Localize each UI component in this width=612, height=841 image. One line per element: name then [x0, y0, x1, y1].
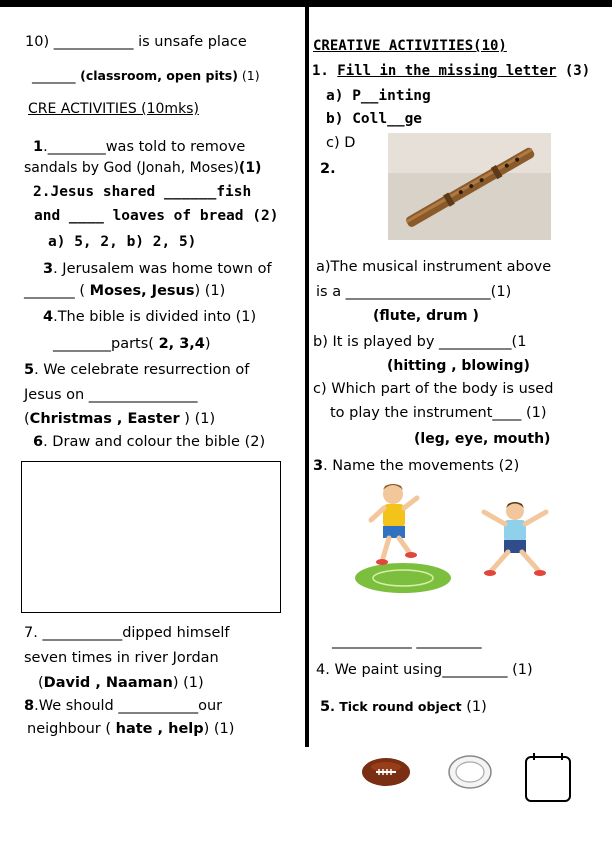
cre-q4-line2: ________parts( 2, 3,4): [53, 336, 211, 352]
plate-icon[interactable]: [447, 754, 493, 790]
creative-q1-a: a) P__inting: [326, 88, 431, 104]
q10-line1: 10) ___________ is unsafe place: [25, 34, 247, 50]
cre-q2-options: a) 5, 2, b) 2, 5): [48, 234, 197, 250]
creative-q3-answer-blanks: ___________ _________: [332, 633, 482, 649]
creative-q2c-line1: c) Which part of the body is used: [313, 381, 554, 397]
creative-q2b-line1: b) It is played by __________(1: [313, 334, 527, 350]
creative-q1: 1. Fill in the missing letter (3): [312, 63, 591, 79]
cre-q1-line1: 1.________was told to remove: [33, 139, 246, 155]
creative-q4: 4. We paint using_________ (1): [316, 662, 533, 678]
creative-q2a-line2: is a ____________________(1): [316, 284, 512, 300]
cre-q6-line1: 6. Draw and colour the bible (2): [33, 434, 266, 450]
top-border: [0, 0, 612, 7]
cre-q5-line3: (Christmas , Easter ) (1): [24, 411, 216, 427]
cre-heading: CRE ACTIVITIES (10mks): [28, 101, 199, 117]
cre-q1-line2: sandals by God (Jonah, Moses)(1): [24, 160, 262, 176]
square-frame-icon[interactable]: [523, 752, 573, 804]
cre-q8-line2: neighbour ( hate , help) (1): [27, 721, 235, 737]
creative-q3: 3. Name the movements (2): [313, 458, 520, 474]
creative-q2b-options: (hitting , blowing): [387, 358, 530, 374]
cre-q2-line1: 2.Jesus shared ______fish: [33, 184, 252, 200]
creative-q1-c: c) D: [326, 135, 356, 151]
cre-q8-line1: 8.We should ___________our: [24, 698, 223, 714]
cre-q5-line2: Jesus on _______________: [24, 387, 198, 403]
cre-q2-line2: and ____ loaves of bread (2): [34, 208, 279, 224]
cre-q7-line1: 7. ___________dipped himself: [24, 625, 230, 641]
star-jump-boy-image: [470, 498, 560, 584]
cre-q4-line1: 4.The bible is divided into (1): [43, 309, 257, 325]
cre-q3-line1: 3. Jerusalem was home town of: [43, 261, 272, 277]
creative-q5: 5. Tick round object (1): [320, 699, 487, 715]
creative-q2c-options: (leg, eye, mouth): [414, 431, 551, 447]
cre-q7-line2: seven times in river Jordan: [24, 650, 219, 666]
creative-q1-b: b) Coll__ge: [326, 111, 423, 127]
cre-q5-line1: 5. We celebrate resurrection of: [24, 362, 250, 378]
jumping-boy-image: [353, 480, 453, 598]
rugby-ball-icon[interactable]: [360, 755, 412, 789]
bible-drawing-box[interactable]: [21, 461, 281, 613]
creative-q2a-line1: a)The musical instrument above: [316, 259, 552, 275]
creative-q2-num: 2.: [320, 161, 336, 177]
flute-image: [388, 133, 551, 240]
column-divider: [305, 7, 309, 747]
creative-heading: CREATIVE ACTIVITIES(10): [313, 38, 507, 54]
q10-line2: ______ (classroom, open pits) (1): [32, 68, 260, 84]
cre-q3-line2: _______ ( Moses, Jesus) (1): [24, 283, 226, 299]
cre-q7-line3: (David , Naaman) (1): [38, 675, 204, 691]
creative-q2a-options: (flute, drum ): [373, 308, 479, 324]
creative-q2c-line2: to play the instrument____ (1): [330, 405, 547, 421]
